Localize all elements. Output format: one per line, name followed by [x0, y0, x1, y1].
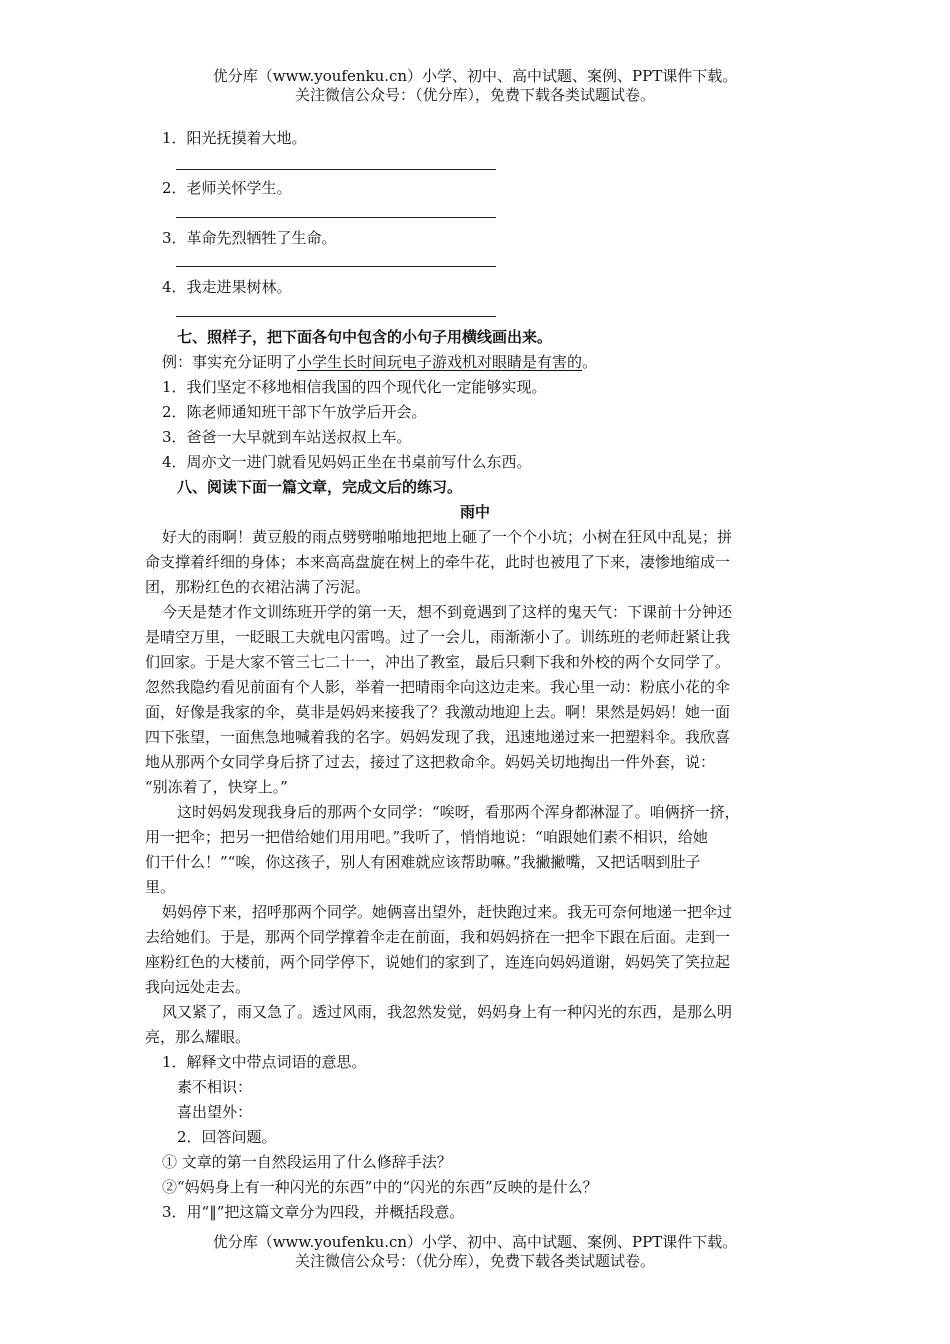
footer-line-1: 优分库（www.youfenku.cn）小学、初中、高中试题、案例、PPT课件下载。 — [212, 1233, 738, 1251]
article-line-12: 这时妈妈发现我身后的那两个女同学：“唉呀，看那两个浑身都淋湿了。咱俩挤一挤， — [177, 803, 740, 821]
question-1b: 喜出望外： — [177, 1103, 253, 1121]
question-2b: ②“妈妈身上有一种闪光的东西”中的“闪光的东西”反映的是什么？ — [162, 1178, 598, 1196]
answer-line-1[interactable] — [176, 169, 496, 170]
article-line-18: 座粉红色的大楼前，两个同学停下，说她们的家到了，连连向妈妈道谢，妈妈笑了笑拉起 — [145, 953, 731, 971]
answer-line-2[interactable] — [176, 217, 496, 218]
section7-title: 七、照样子，把下面各句中包含的小句子用横线画出来。 — [177, 328, 553, 346]
question-2: 2．回答问题。 — [177, 1128, 277, 1146]
section7-item-4: 4．周亦文一进门就看见妈妈正坐在书桌前写什么东西。 — [162, 453, 532, 471]
article-line-1: 好大的雨啊！黄豆般的雨点劈劈啪啪地把地上砸了一个个小坑；小树在狂风中乱晃；拼 — [162, 528, 733, 546]
article-line-7: 忽然我隐约看见前面有个人影，举着一把晴雨伞向这边走来。我心里一动：粉底小花的伞 — [145, 678, 731, 696]
article-line-8: 面，好像是我家的伞，莫非是妈妈来接我了？我激动地迎上去。啊！果然是妈妈！她一面 — [145, 703, 731, 721]
article-line-14: 们干什么！”“唉，你这孩子，别人有困难就应该帮助嘛。”我撇撇嘴，又把话咽到肚子 — [145, 853, 701, 871]
footer-line-2: 关注微信公众号：（优分库），免费下载各类试题试卷。 — [294, 1252, 655, 1270]
example-suffix: 。 — [582, 353, 598, 371]
section6-item-2: 2．老师关怀学生。 — [162, 179, 292, 197]
article-line-6: 们回家。于是大家不管三七二十一，冲出了教室，最后只剩下我和外校的两个女同学了。 — [145, 653, 731, 671]
section7-item-1: 1．我们坚定不移地相信我国的四个现代化一定能够实现。 — [162, 378, 547, 396]
question-1a: 素不相识： — [177, 1078, 253, 1096]
question-1: 1．解释文中带点词语的意思。 — [162, 1053, 367, 1071]
article-title: 雨中 — [459, 503, 490, 521]
article-line-3: 团，那粉红色的衣裙沾满了污泥。 — [145, 578, 371, 596]
example-prefix: 例：事实充分证明了 — [162, 353, 298, 371]
section7-item-2: 2．陈老师通知班干部下午放学后开会。 — [162, 403, 427, 421]
question-2a: ① 文章的第一自然段运用了什么修辞手法？ — [162, 1153, 452, 1171]
answer-line-4[interactable] — [176, 316, 496, 317]
article-line-19: 我向远处走去。 — [145, 978, 251, 996]
article-line-21: 亮，那么耀眼。 — [145, 1028, 251, 1046]
article-line-5: 是晴空万里，一眨眼工夫就电闪雷鸣。过了一会儿，雨渐渐小了。训练班的老师赶紧让我 — [145, 628, 731, 646]
section6-item-4: 4．我走进果树林。 — [162, 278, 292, 296]
question-3: 3．用“‖”把这篇文章分为四段，并概括段意。 — [162, 1203, 465, 1221]
section7-item-3: 3．爸爸一大早就到车站送叔叔上车。 — [162, 428, 412, 446]
example-underlined: 小学生长时间玩电子游戏机对眼睛是有害的 — [297, 353, 583, 371]
article-line-17: 去给她们。于是，那两个同学撑着伞走在前面，我和妈妈挤在一把伞下跟在后面。走到一 — [145, 928, 731, 946]
answer-line-3[interactable] — [176, 266, 496, 267]
article-line-10: 地从那两个女同学身后挤了过去，接过了这把救命伞。妈妈关切地掏出一件外套，说： — [145, 753, 716, 771]
section6-item-3: 3．革命先烈牺牲了生命。 — [162, 229, 337, 247]
section8-title: 八、阅读下面一篇文章，完成文后的练习。 — [177, 478, 463, 496]
article-line-4: 今天是楚才作文训练班开学的第一天，想不到竟遇到了这样的鬼天气：下课前十分钟还 — [162, 603, 733, 621]
article-line-16: 妈妈停下来，招呼那两个同学。她俩喜出望外，赶快跑过来。我无可奈何地递一把伞过 — [162, 903, 733, 921]
section6-item-1: 1．阳光抚摸着大地。 — [162, 129, 307, 147]
section7-example — [162, 352, 597, 372]
article-line-13: 用一把伞；把另一把借给她们用用吧。”我听了，悄悄地说：“咱跟她们素不相识，给她 — [145, 828, 708, 846]
header-line-1: 优分库（www.youfenku.cn）小学、初中、高中试题、案例、PPT课件下载。 — [212, 67, 738, 85]
header-line-2: 关注微信公众号：（优分库），免费下载各类试题试卷。 — [294, 86, 655, 104]
article-line-2: 命支撑着纤细的身体；本来高高盘旋在树上的牵牛花，此时也被甩了下来，凄惨地缩成一 — [145, 553, 731, 571]
article-line-15: 里。 — [145, 878, 176, 896]
article-line-9: 四下张望，一面焦急地喊着我的名字。妈妈发现了我，迅速地递过来一把塑料伞。我欣喜 — [145, 728, 731, 746]
article-line-11: “别冻着了，快穿上。” — [145, 778, 288, 796]
article-line-20: 风又紧了，雨又急了。透过风雨，我忽然发觉，妈妈身上有一种闪光的东西，是那么明 — [162, 1003, 733, 1021]
